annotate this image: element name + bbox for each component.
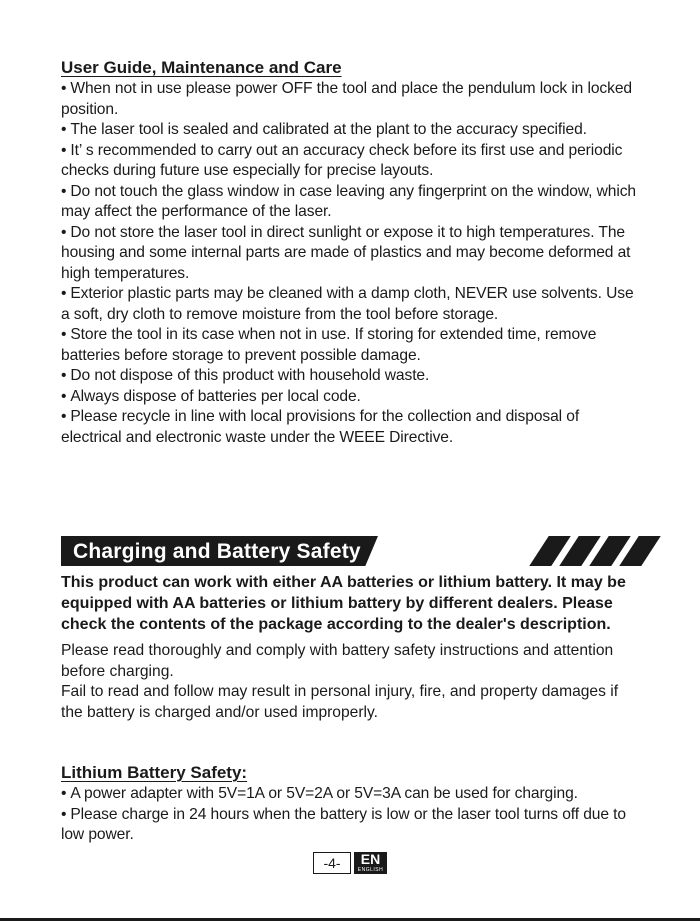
bullet-icon: • bbox=[61, 80, 67, 97]
bullet-icon: • bbox=[61, 182, 67, 200]
bullet-icon: • bbox=[61, 367, 67, 384]
list-item bbox=[61, 387, 636, 408]
page-number: -4- bbox=[313, 852, 351, 874]
list-item bbox=[61, 120, 636, 141]
charging-intro: This product can work with either AA batteries or lithium battery. It may be equipped with AA batteries or lithium battery by different dealers. Please check the contents of the package according to the dealer's description. bbox=[61, 574, 626, 633]
list-item-text: The laser tool is sealed and calibrated at the plant to the accuracy specified. bbox=[70, 121, 587, 138]
user-guide-list bbox=[61, 79, 636, 448]
bullet-icon: • bbox=[61, 326, 67, 343]
charging-para-1: Please read thoroughly and comply with battery safety instructions and attention before charging. bbox=[61, 642, 614, 680]
list-item-text: Do not touch the glass window in case leaving any fingerprint on the window, which may affect the performance of the laser. bbox=[61, 182, 636, 220]
bullet-icon: • bbox=[61, 223, 67, 241]
bullet-icon: • bbox=[61, 121, 67, 138]
list-item-text: Do not store the laser tool in direct sunlight or expose it to high temperatures. The housing and some internal parts are made of plastics and may become deformed at high temperatures. bbox=[61, 223, 631, 282]
charging-para-2: Fail to read and follow may result in personal injury, fire, and property damages if the battery is charged and/or used improperly. bbox=[61, 683, 619, 721]
list-item-text: Please recycle in line with local provisions for the collection and disposal of electrical and electronic waste under the WEEE Directive. bbox=[61, 408, 580, 446]
list-item bbox=[61, 784, 636, 805]
user-guide-section bbox=[61, 57, 636, 448]
language-name: ENGLISH bbox=[357, 867, 384, 873]
user-guide-heading: User Guide, Maintenance and Care bbox=[61, 58, 342, 77]
list-item bbox=[61, 223, 636, 285]
bullet-icon: • bbox=[61, 285, 67, 302]
charging-section bbox=[61, 572, 636, 723]
list-item bbox=[61, 79, 636, 120]
list-item-text: Please charge in 24 hours when the battery is low or the laser tool turns off due to low power. bbox=[61, 805, 626, 843]
list-item bbox=[61, 366, 636, 387]
lithium-section bbox=[61, 762, 636, 846]
bullet-icon: • bbox=[61, 387, 67, 405]
bullet-icon: • bbox=[61, 805, 67, 823]
list-item-text: Exterior plastic parts may be cleaned with a damp cloth, NEVER use solvents. Use a soft, dry cloth to remove moisture from the tool before storage. bbox=[61, 285, 634, 323]
language-badge bbox=[354, 852, 387, 874]
list-item bbox=[61, 141, 636, 182]
language-code: EN bbox=[360, 851, 381, 867]
list-item-text: It’ s recommended to carry out an accuracy check before its first use and periodic checks during future use especially for precise layouts. bbox=[61, 141, 623, 179]
list-item bbox=[61, 182, 636, 223]
bullet-icon: • bbox=[61, 141, 67, 159]
list-item-text: Store the tool in its case when not in use. If storing for extended time, remove batteries before storage to prevent possible damage. bbox=[61, 326, 597, 364]
list-item bbox=[61, 284, 636, 325]
page-footer bbox=[0, 852, 700, 876]
list-item bbox=[61, 325, 636, 366]
lithium-heading: Lithium Battery Safety: bbox=[61, 763, 248, 782]
lithium-list bbox=[61, 784, 636, 846]
list-item bbox=[61, 805, 636, 846]
banner-title: Charging and Battery Safety bbox=[73, 540, 361, 563]
list-item bbox=[61, 407, 636, 448]
charging-banner bbox=[61, 536, 639, 566]
list-item-text: A power adapter with 5V=1A or 5V=2A or 5V=3A can be used for charging. bbox=[70, 785, 578, 802]
list-item-text: When not in use please power OFF the tool and place the pendulum lock in locked position. bbox=[61, 80, 632, 118]
bullet-icon: • bbox=[61, 785, 67, 802]
list-item-text: Always dispose of batteries per local code. bbox=[70, 387, 361, 405]
bullet-icon: • bbox=[61, 408, 67, 425]
list-item-text: Do not dispose of this product with household waste. bbox=[70, 367, 430, 384]
